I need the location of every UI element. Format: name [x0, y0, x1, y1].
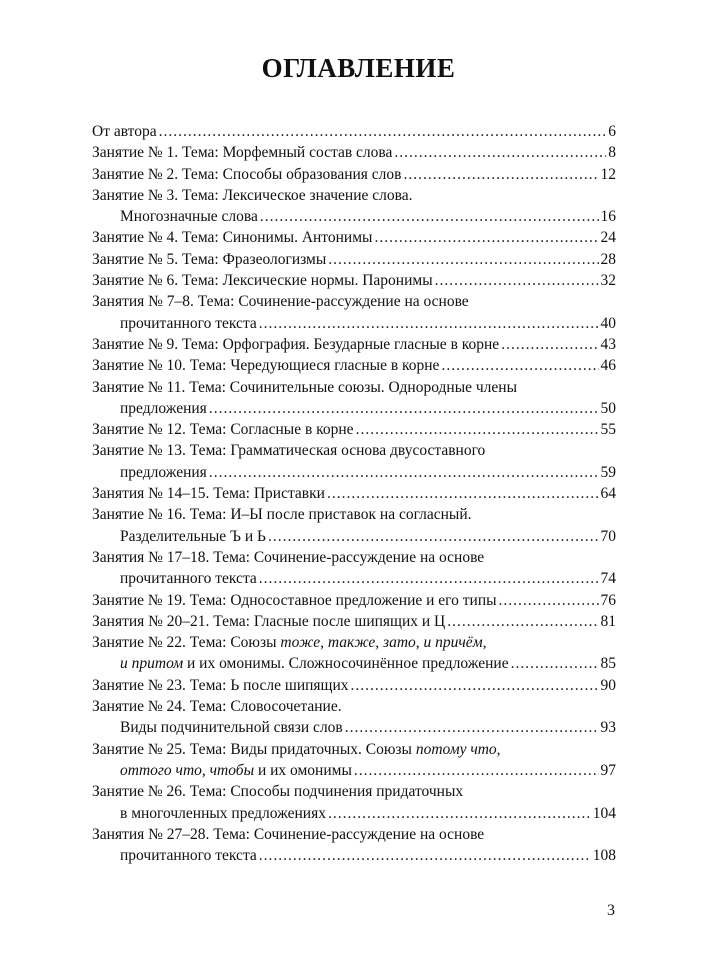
toc-line [92, 440, 616, 461]
toc-page-number: 43 [600, 335, 616, 353]
toc-page-number: 59 [600, 463, 616, 481]
toc-entry-title: Занятия № 17–18. Тема: Сочинение-рассуждение на основе [92, 548, 485, 566]
toc-entry-title [92, 739, 501, 760]
toc-line [92, 632, 616, 653]
toc-entry-title-continuation [120, 803, 326, 824]
toc-title-text: Виды подчинительной связи слов [120, 719, 343, 737]
dot-leader [501, 334, 598, 355]
toc-page-number: 74 [600, 570, 616, 588]
toc-line [92, 249, 616, 270]
toc-entry [92, 185, 616, 228]
toc-page-number: 104 [592, 804, 616, 822]
toc-entry-title: Занятие № 9. Тема: Орфография. Безударные гласные в корне [92, 335, 500, 353]
toc-entry-title: Занятие № 10. Тема: Чередующиеся гласные в корне [92, 357, 440, 375]
toc-page-number: 24 [600, 229, 616, 247]
dot-leader [259, 568, 599, 589]
toc-line [92, 504, 616, 525]
toc-line [92, 185, 616, 206]
toc-entry [92, 270, 616, 291]
toc-title-text: и их омонимы [254, 761, 352, 779]
toc-entry [92, 164, 616, 185]
dot-leader [209, 398, 599, 419]
toc-line-continuation [92, 845, 616, 866]
toc-title-text: Занятие № 25. Тема: Виды придаточных. Союзы [92, 740, 416, 758]
toc-line-continuation [92, 462, 616, 483]
toc-title-text: прочитанного текста [120, 314, 257, 332]
toc-line [92, 781, 616, 802]
toc-entry-title-continuation [120, 568, 257, 589]
toc-entry [92, 121, 616, 142]
toc-page-number: 85 [600, 655, 616, 673]
toc-entry-title: Занятие № 19. Тема: Односоставное предложение и его типы [92, 591, 497, 609]
toc-line [92, 377, 616, 398]
toc-title-text: и их омонимы. Сложносочинённое предложение [183, 655, 509, 673]
toc-entry-title: Занятие № 26. Тема: Способы подчинения придаточных [92, 783, 464, 801]
toc-entry-title: Занятия № 27–28. Тема: Сочинение-рассуждение на основе [92, 825, 485, 843]
dot-leader [499, 590, 599, 611]
page-title: ОГЛАВЛЕНИЕ [261, 53, 456, 83]
toc-line [92, 483, 616, 504]
toc-entry-title: Занятия № 20–21. Тема: Гласные после шипящих и Ц [92, 612, 446, 630]
toc-entry-title: Занятие № 2. Тема: Способы образования слов [92, 165, 402, 183]
dot-leader [327, 483, 599, 504]
toc-entry-title-continuation [120, 845, 257, 866]
toc-page-number: 108 [592, 847, 616, 865]
toc-line-continuation [92, 760, 616, 781]
toc-title-text: прочитанного текста [120, 570, 257, 588]
toc-entry-title: Занятия № 7–8. Тема: Сочинение-рассуждение на основе [92, 293, 469, 311]
toc-line [92, 611, 616, 632]
toc-line-continuation [92, 803, 616, 824]
toc-entry-title: Занятие № 3. Тема: Лексическое значение слова. [92, 186, 413, 204]
toc-line [92, 739, 616, 760]
toc-line [92, 164, 616, 185]
toc-entry [92, 696, 616, 739]
toc-entry [92, 291, 616, 334]
toc-entry [92, 675, 616, 696]
dot-leader [374, 227, 598, 248]
toc-line [92, 824, 616, 845]
toc-entry [92, 590, 616, 611]
toc-line [92, 590, 616, 611]
dot-leader [328, 803, 591, 824]
toc-entry-title: Занятие № 4. Тема: Синонимы. Антонимы [92, 229, 373, 247]
toc-entry-title: Занятие № 5. Тема: Фразеологизмы [92, 250, 327, 268]
toc-title-italic: потому что, [415, 740, 501, 758]
toc-line [92, 547, 616, 568]
toc-line-continuation [92, 717, 616, 738]
toc-entry-title: Занятие № 24. Тема: Словосочетание. [92, 698, 342, 716]
toc-title-italic: тоже, также, зато, и причём, [280, 634, 487, 652]
toc-page-number: 28 [600, 250, 616, 268]
dot-leader [259, 313, 599, 334]
toc-line [92, 355, 616, 376]
toc-entry-title: От автора [92, 123, 157, 140]
toc-line-continuation [92, 313, 616, 334]
toc-page-number: 55 [600, 421, 616, 439]
toc-entry [92, 440, 616, 483]
toc-entry-title-continuation [120, 760, 352, 781]
dot-leader [441, 355, 598, 376]
dot-leader [159, 121, 607, 142]
page-number: 3 [607, 902, 615, 919]
toc-entry-title: Занятие № 6. Тема: Лексические нормы. Паронимы [92, 272, 433, 290]
toc-page-number: 90 [600, 676, 616, 694]
toc-entry [92, 355, 616, 376]
toc-entry [92, 781, 616, 824]
toc-page-number: 76 [600, 591, 616, 609]
toc-entry-title-continuation [120, 313, 257, 334]
toc-entry [92, 824, 616, 867]
dot-leader [268, 526, 599, 547]
toc-line [92, 227, 616, 248]
toc-entry [92, 547, 616, 590]
dot-leader [345, 717, 599, 738]
toc-entry [92, 227, 616, 248]
toc-entry [92, 632, 616, 675]
toc-entry-title-continuation [120, 398, 207, 419]
toc-page-number: 40 [600, 314, 616, 332]
toc-entry [92, 142, 616, 163]
toc-entry [92, 377, 616, 420]
toc-entry-title: Занятие № 12. Тема: Согласные в корне [92, 421, 354, 439]
toc-page-number: 70 [600, 527, 616, 545]
dot-leader [394, 142, 606, 163]
toc-title-text: предложения [120, 463, 207, 481]
toc-line [92, 419, 616, 440]
toc-line [92, 696, 616, 717]
table-of-contents [92, 121, 616, 866]
dot-leader [260, 206, 599, 227]
toc-title-italic: оттого что, чтобы [120, 761, 255, 779]
toc-page-number: 64 [600, 485, 616, 503]
toc-entry-title: Занятие № 13. Тема: Грамматическая основа двусоставного [92, 442, 486, 460]
toc-entry [92, 334, 616, 355]
dot-leader [447, 611, 598, 632]
toc-page-number: 16 [600, 208, 616, 226]
toc-entry-title-continuation [120, 653, 509, 674]
toc-entry-title-continuation [120, 526, 266, 547]
toc-entry [92, 419, 616, 440]
dot-leader [351, 675, 599, 696]
toc-page-number: 32 [600, 272, 616, 290]
toc-line [92, 334, 616, 355]
toc-page-number: 50 [600, 399, 616, 417]
toc-entry-title: Занятие № 11. Тема: Сочинительные союзы. Однородные члены [92, 378, 517, 396]
toc-page-number: 46 [600, 357, 616, 375]
toc-title-text: предложения [120, 399, 207, 417]
toc-page-number: 81 [600, 612, 616, 630]
toc-page-number: 8 [608, 144, 616, 162]
toc-line [92, 270, 616, 291]
toc-entry-title-continuation [120, 717, 343, 738]
toc-line-continuation [92, 398, 616, 419]
toc-title-text: Занятие № 22. Тема: Союзы [92, 634, 281, 652]
toc-line [92, 291, 616, 312]
toc-entry [92, 611, 616, 632]
toc-line-continuation [92, 568, 616, 589]
toc-line [92, 121, 616, 142]
toc-page-number: 97 [600, 761, 616, 779]
toc-line-continuation [92, 526, 616, 547]
toc-entry-title: Занятие № 16. Тема: И–Ы после приставок на согласный. [92, 506, 472, 524]
toc-entry-title: Занятие № 23. Тема: Ь после шипящих [92, 676, 349, 694]
toc-title-italic: и притом [120, 655, 184, 673]
toc-entry [92, 739, 616, 782]
toc-entry [92, 504, 616, 547]
toc-page-number: 12 [600, 165, 616, 183]
toc-entry-title: Занятия № 14–15. Тема: Приставки [92, 485, 325, 503]
toc-title-text: в многочленных предложениях [120, 804, 326, 822]
dot-leader [435, 270, 599, 291]
dot-leader [403, 164, 598, 185]
toc-entry-title-continuation [120, 206, 258, 227]
toc-title-text: Разделительные Ъ и Ь [120, 527, 266, 545]
toc-line [92, 675, 616, 696]
toc-entry [92, 483, 616, 504]
toc-page-number: 6 [608, 123, 616, 140]
toc-entry-title: Занятие № 1. Тема: Морфемный состав слова [92, 144, 393, 162]
dot-leader [328, 249, 598, 270]
toc-line-continuation [92, 653, 616, 674]
toc-page-number: 93 [600, 719, 616, 737]
dot-leader [259, 845, 591, 866]
dot-leader [356, 419, 599, 440]
toc-line [92, 142, 616, 163]
toc-entry-title [92, 632, 486, 653]
toc-line-continuation [92, 206, 616, 227]
dot-leader [354, 760, 599, 781]
toc-entry [92, 249, 616, 270]
dot-leader [209, 462, 599, 483]
toc-entry-title-continuation [120, 462, 207, 483]
toc-title-text: прочитанного текста [120, 847, 257, 865]
toc-title-text: Многозначные слова [120, 208, 258, 226]
dot-leader [511, 653, 599, 674]
